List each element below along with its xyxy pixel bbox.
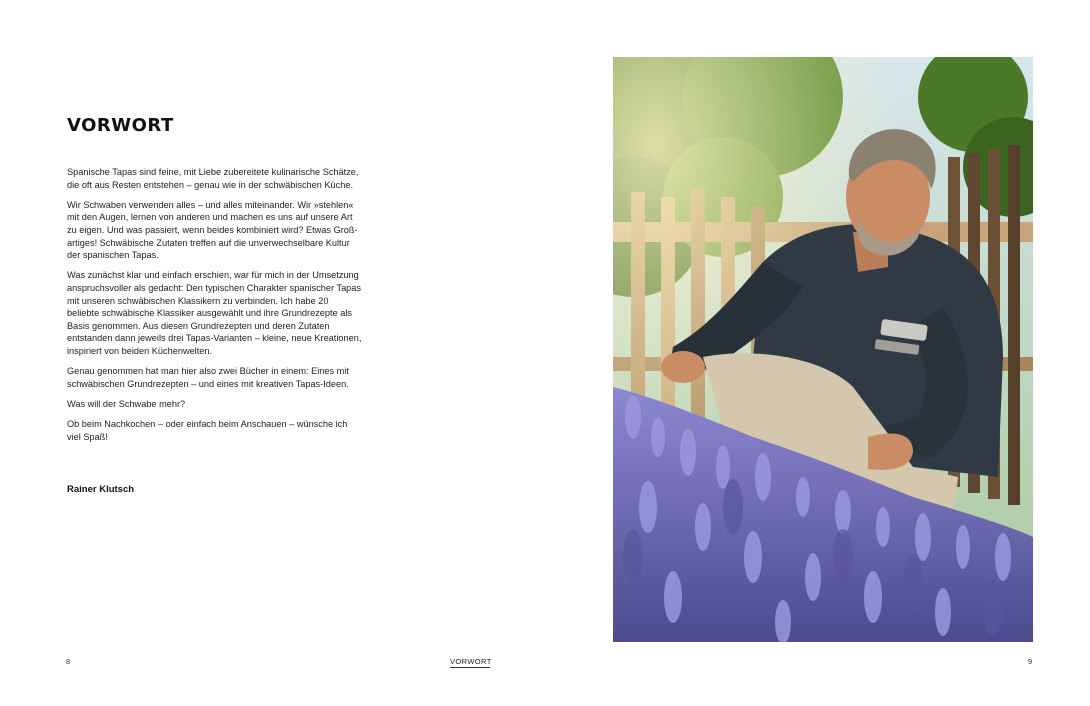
paragraph-3: Was zunächst klar und einfach erschien, war für mich in der Umsetzung anspruchsvoller als gedacht: Den typischen Charakter spanischer Tapas mit unseren schwäbischen Klassikern zu verbinden. Ich habe 20 beliebte schwäbische Klassiker ausgewählt und ihre Grundrezepte als Basis genommen. Aus diesen Grundrezepten und deren Zutaten entstanden dann jeweils drei Tapas-Varianten – kleine, neue Kreationen, inspiriert von beiden Küchenwelten. xyxy=(67,270,362,356)
foreword-body xyxy=(67,166,362,451)
paragraph-5: Was will der Schwabe mehr? xyxy=(67,398,186,409)
running-head: VORWORT xyxy=(450,657,492,666)
paragraph-6: Ob beim Nachkochen – oder einfach beim Anschauen – wünsche ich viel Spaß! xyxy=(67,419,348,442)
page-number-left: 8 xyxy=(66,657,71,666)
paragraph-4: Genau genommen hat man hier also zwei Bücher in einem: Eines mit schwäbischen Grundrezepten – und eines mit kreativen Tapas-Ideen. xyxy=(67,366,349,389)
page-number-right: 9 xyxy=(1028,657,1033,666)
author-signature: Rainer Klutsch xyxy=(67,484,135,495)
paragraph-2: Wir Schwaben verwenden alles – und alles miteinander. Wir »stehlen« mit den Augen, lernen von anderen und machen es uns auf unsere Art zu eigen. Und was passiert, wenn beides kombiniert wird? Etwas Groß-artiges! Schwäbische Zutaten treffen auf die unverwechselbare Kultur der spanischen Tapas. xyxy=(67,199,358,261)
paragraph-1: Spanische Tapas sind feine, mit Liebe zubereitete kulinarische Schätze, die oft aus Resten entstehen – genau wie in der schwäbischen Küche. xyxy=(67,167,359,190)
chef-photo xyxy=(613,57,1033,642)
chapter-heading: VORWORT xyxy=(67,115,174,136)
chef-in-lavender-illustration xyxy=(613,57,1033,642)
